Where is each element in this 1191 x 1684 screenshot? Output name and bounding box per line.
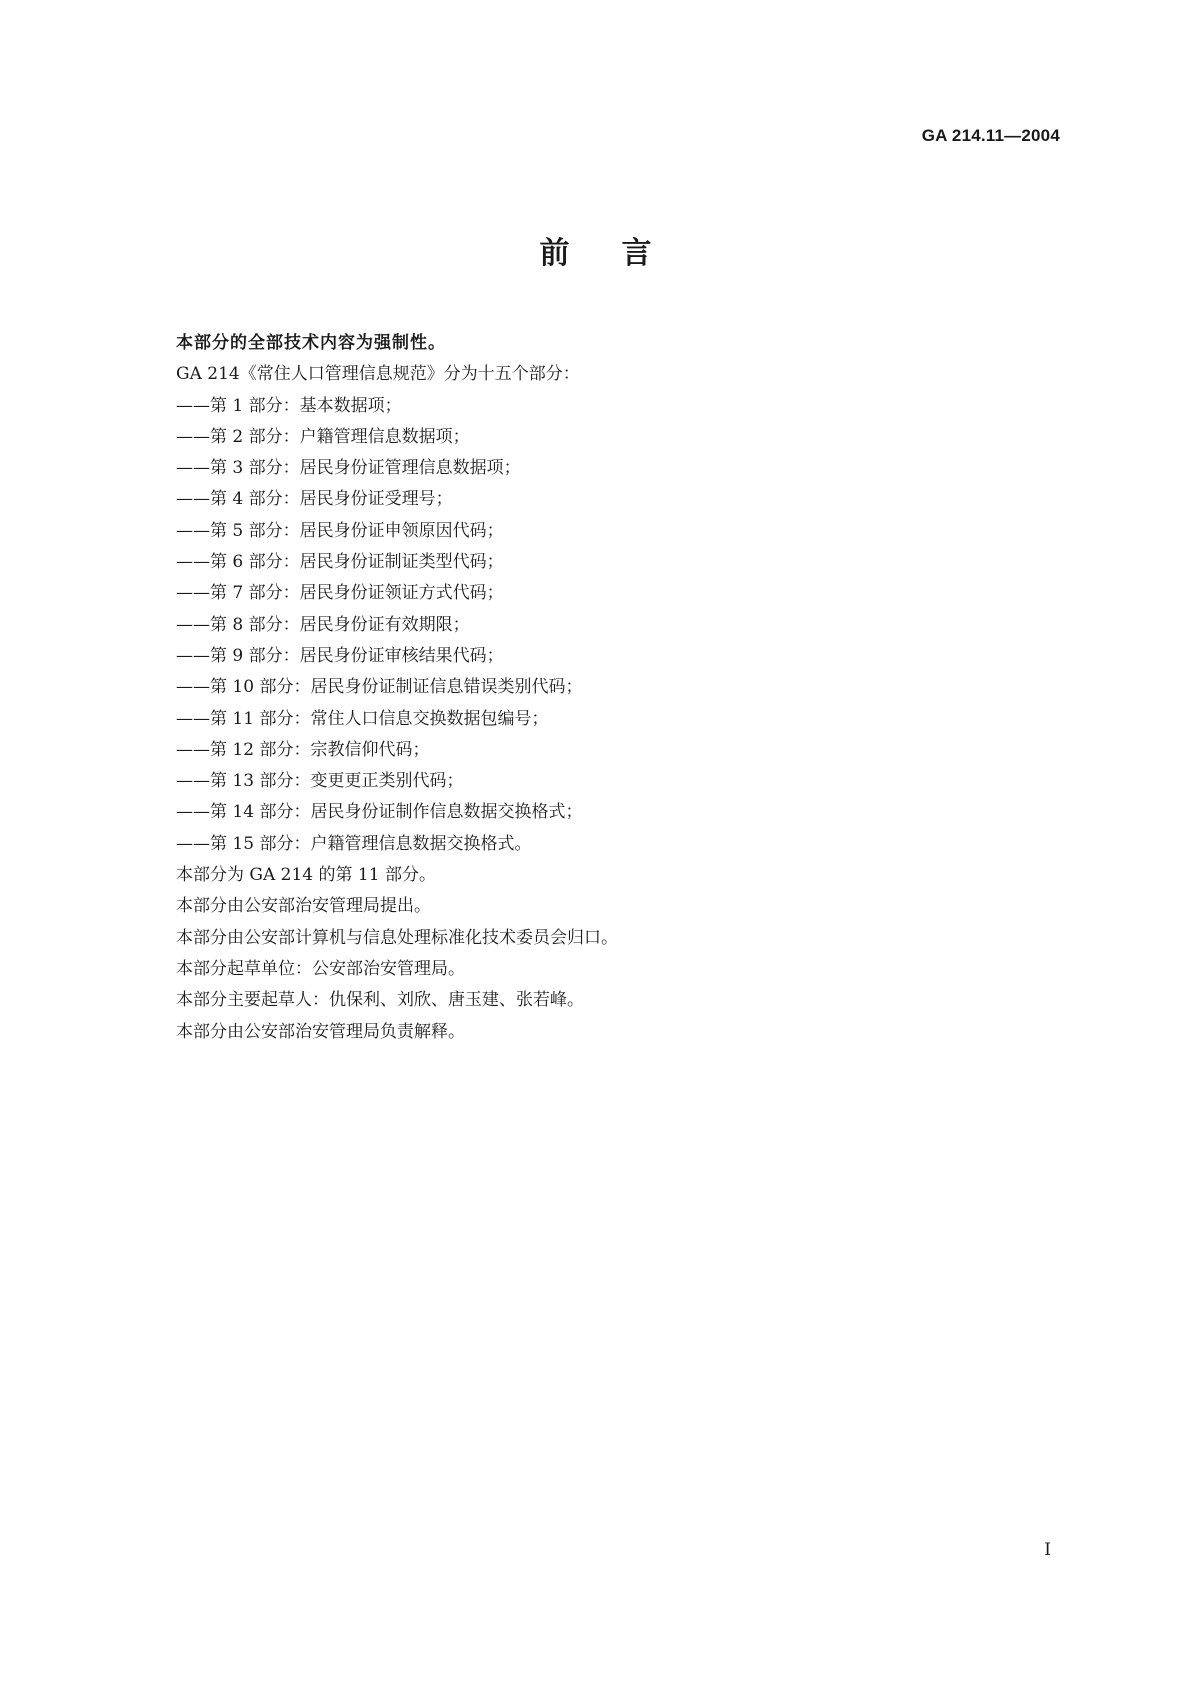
part-item-3: ——第 3 部分：居民身份证管理信息数据项； — [176, 458, 521, 479]
part-item-14: ——第 14 部分：居民身份证制作信息数据交换格式； — [176, 802, 583, 823]
document-body — [176, 328, 1036, 1048]
intro-line: GA 214《常住人口管理信息规范》分为十五个部分： — [176, 364, 580, 385]
parts-list — [176, 391, 1036, 860]
standard-code: GA 214.11—2004 — [921, 126, 1060, 145]
part-item-4: ——第 4 部分：居民身份证受理号； — [176, 489, 453, 510]
statement-interpretation: 本部分由公安部治安管理局负责解释。 — [176, 1021, 465, 1042]
part-item-12: ——第 12 部分：宗教信仰代码； — [176, 739, 430, 760]
page-number: I — [1044, 1540, 1051, 1560]
statements-list — [176, 860, 1036, 1048]
part-item-7: ——第 7 部分：居民身份证领证方式代码； — [176, 583, 504, 604]
statement-drafters: 本部分主要起草人：仇保利、刘欣、唐玉建、张若峰。 — [176, 990, 584, 1011]
part-item-2: ——第 2 部分：户籍管理信息数据项； — [176, 426, 470, 447]
part-item-9: ——第 9 部分：居民身份证审核结果代码； — [176, 645, 504, 666]
part-item-6: ——第 6 部分：居民身份证制证类型代码； — [176, 552, 504, 573]
statement-proposer: 本部分由公安部治安管理局提出。 — [176, 896, 431, 917]
mandatory-note: 本部分的全部技术内容为强制性。 — [176, 333, 446, 353]
page-title: 前言 — [539, 236, 704, 271]
part-item-1: ——第 1 部分：基本数据项； — [176, 395, 402, 416]
part-item-10: ——第 10 部分：居民身份证制证信息错误类别代码； — [176, 677, 583, 698]
part-item-8: ——第 8 部分：居民身份证有效期限； — [176, 614, 470, 635]
statement-drafting-unit: 本部分起草单位：公安部治安管理局。 — [176, 958, 465, 979]
part-item-15: ——第 15 部分：户籍管理信息数据交换格式。 — [176, 833, 532, 854]
part-item-11: ——第 11 部分：常住人口信息交换数据包编号； — [176, 708, 549, 729]
statement-part-number: 本部分为 GA 214 的第 11 部分。 — [176, 865, 436, 886]
part-item-5: ——第 5 部分：居民身份证申领原因代码； — [176, 520, 504, 541]
part-item-13: ——第 13 部分：变更更正类别代码； — [176, 771, 464, 792]
statement-committee: 本部分由公安部计算机与信息处理标准化技术委员会归口。 — [176, 927, 618, 948]
